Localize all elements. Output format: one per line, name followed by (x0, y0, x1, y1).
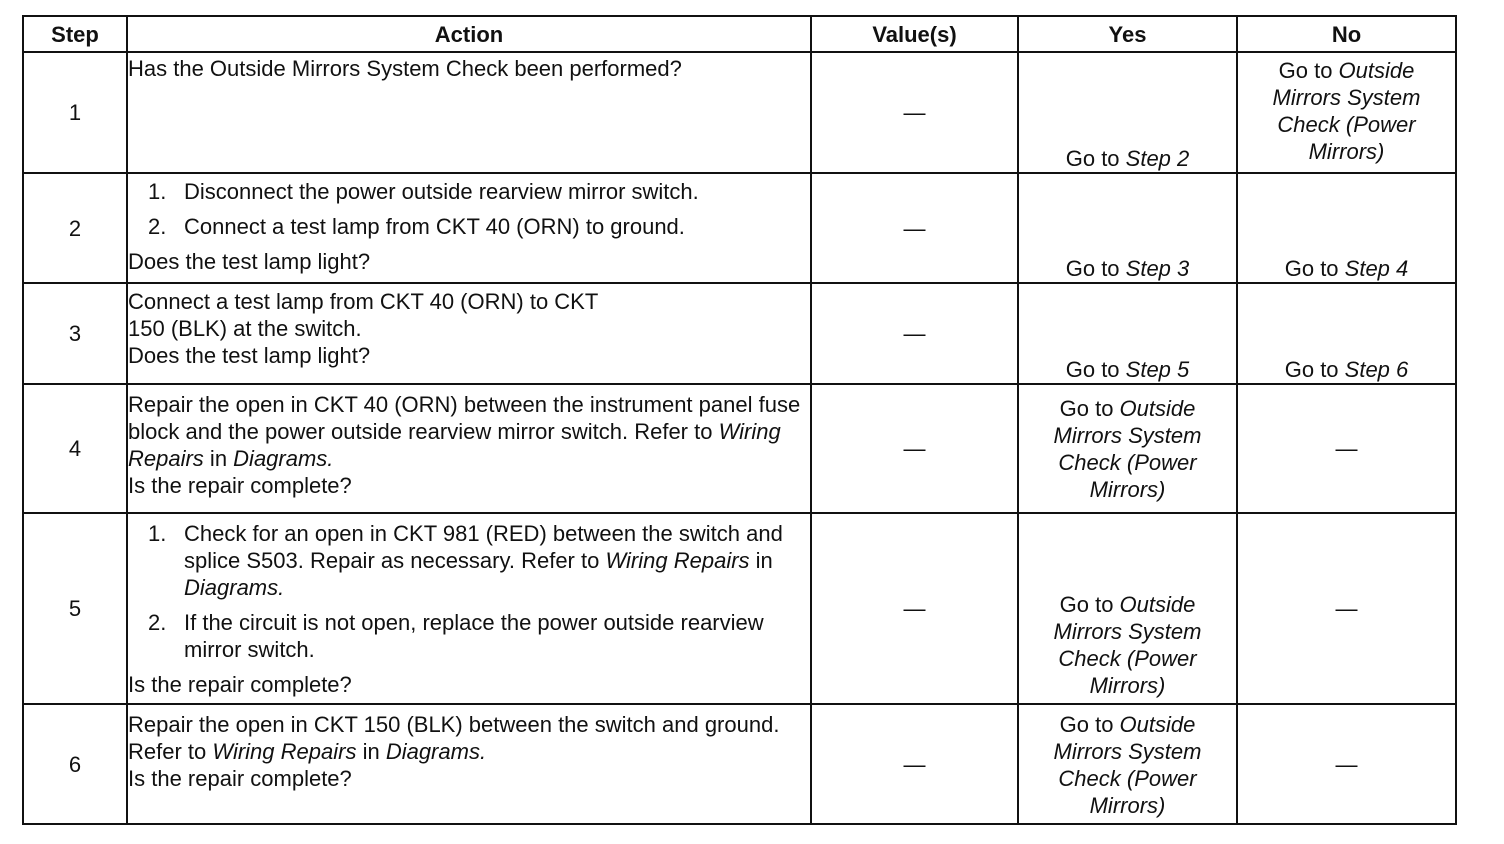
list-item (128, 520, 810, 601)
header-values: Value(s) (811, 16, 1018, 52)
ref-wiring-repairs: Wiring Repairs (128, 419, 781, 471)
action-text (128, 711, 810, 765)
action-text (128, 391, 810, 472)
table-row (23, 52, 1456, 173)
header-row (23, 16, 1456, 52)
no-prefix: Go to (1284, 256, 1345, 281)
yes-link: Step 3 (1125, 256, 1190, 281)
yes-link: Outside Mirrors System Check (Power Mirrors) (1053, 592, 1202, 698)
table-row (23, 513, 1456, 704)
header-no: No (1237, 16, 1456, 52)
yes-cell (1018, 173, 1237, 283)
no-link: Outside Mirrors System Check (Power Mirrors) (1272, 58, 1421, 164)
ref-in: in (203, 446, 234, 471)
list-item (128, 213, 810, 240)
list-item-text: Connect a test lamp from CKT 40 (ORN) to ground. (184, 214, 685, 239)
list-number: 1. (148, 179, 167, 204)
yes-link: Step 2 (1125, 146, 1190, 171)
list-item-text: Check for an open in CKT 981 (RED) between the switch and splice S503. Repair as necessary. Refer to (184, 521, 783, 573)
value-cell: — (811, 384, 1018, 513)
list-item-text: If the circuit is not open, replace the power outside rearview mirror switch. (184, 610, 764, 662)
yes-cell (1018, 283, 1237, 384)
value-cell: — (811, 283, 1018, 384)
diagnostic-table (22, 15, 1457, 825)
action-question: Is the repair complete? (128, 672, 352, 697)
ref-diagrams: Diagrams. (233, 446, 334, 471)
yes-prefix: Go to (1065, 357, 1126, 382)
action-text-body: Repair the open in CKT 40 (ORN) between the instrument panel fuse block and the power outside rearview mirror switch. Refer to (128, 392, 801, 444)
header-action: Action (127, 16, 811, 52)
step-number: 6 (23, 704, 127, 824)
yes-link: Outside Mirrors System Check (Power Mirrors) (1053, 396, 1202, 502)
action-text: Connect a test lamp from CKT 40 (ORN) to CKT 150 (BLK) at the switch. (128, 289, 598, 341)
list-item (128, 178, 810, 205)
no-prefix: Go to (1278, 58, 1339, 83)
action-question: Does the test lamp light? (128, 249, 371, 274)
ref-in: in (356, 739, 386, 764)
yes-cell (1018, 704, 1237, 824)
list-number: 2. (148, 610, 167, 635)
yes-link: Outside Mirrors System Check (Power Mirrors) (1053, 712, 1202, 818)
action-cell (127, 384, 811, 513)
yes-prefix: Go to (1059, 712, 1120, 737)
action-cell (127, 704, 811, 824)
action-cell (127, 513, 811, 704)
no-cell (1237, 283, 1456, 384)
no-cell: — (1237, 704, 1456, 824)
action-list (128, 178, 810, 240)
step-number: 2 (23, 173, 127, 283)
action-question: Is the repair complete? (128, 473, 352, 498)
header-step: Step (23, 16, 127, 52)
list-item (128, 609, 810, 663)
table-row (23, 704, 1456, 824)
value-cell: — (811, 173, 1018, 283)
no-cell: — (1237, 384, 1456, 513)
list-item-text: Disconnect the power outside rearview mirror switch. (184, 179, 699, 204)
yes-prefix: Go to (1065, 256, 1126, 281)
list-number: 1. (148, 521, 167, 546)
step-number: 5 (23, 513, 127, 704)
ref-diagrams: Diagrams. (385, 739, 487, 764)
step-number: 1 (23, 52, 127, 173)
list-number: 2. (148, 214, 167, 239)
value-cell: — (811, 704, 1018, 824)
step-number: 3 (23, 283, 127, 384)
ref-wiring-repairs: Wiring Repairs (212, 739, 357, 764)
action-cell (127, 52, 811, 173)
action-question: Is the repair complete? (128, 766, 352, 791)
yes-cell (1018, 384, 1237, 513)
no-cell (1237, 173, 1456, 283)
action-text-body: Repair the open in CKT 150 (BLK) between the switch and ground. Refer to (128, 712, 780, 764)
yes-prefix: Go to (1059, 396, 1120, 421)
ref-in: in (749, 548, 773, 573)
no-cell: — (1237, 513, 1456, 704)
yes-prefix: Go to (1065, 146, 1126, 171)
table-row (23, 173, 1456, 283)
yes-link: Step 5 (1125, 357, 1190, 382)
action-cell (127, 173, 811, 283)
ref-diagrams: Diagrams. (184, 575, 285, 600)
no-link: Step 6 (1344, 357, 1409, 382)
yes-prefix: Go to (1059, 592, 1120, 617)
yes-cell (1018, 52, 1237, 173)
value-cell: — (811, 52, 1018, 173)
no-link: Step 4 (1344, 256, 1409, 281)
no-prefix: Go to (1284, 357, 1345, 382)
table-row (23, 384, 1456, 513)
action-list (128, 520, 810, 663)
step-number: 4 (23, 384, 127, 513)
header-yes: Yes (1018, 16, 1237, 52)
action-cell (127, 283, 811, 384)
action-text: Has the Outside Mirrors System Check been performed? (128, 56, 682, 81)
ref-wiring-repairs: Wiring Repairs (605, 548, 750, 573)
action-question: Does the test lamp light? (128, 343, 371, 368)
yes-cell (1018, 513, 1237, 704)
table-row (23, 283, 1456, 384)
no-cell (1237, 52, 1456, 173)
value-cell: — (811, 513, 1018, 704)
